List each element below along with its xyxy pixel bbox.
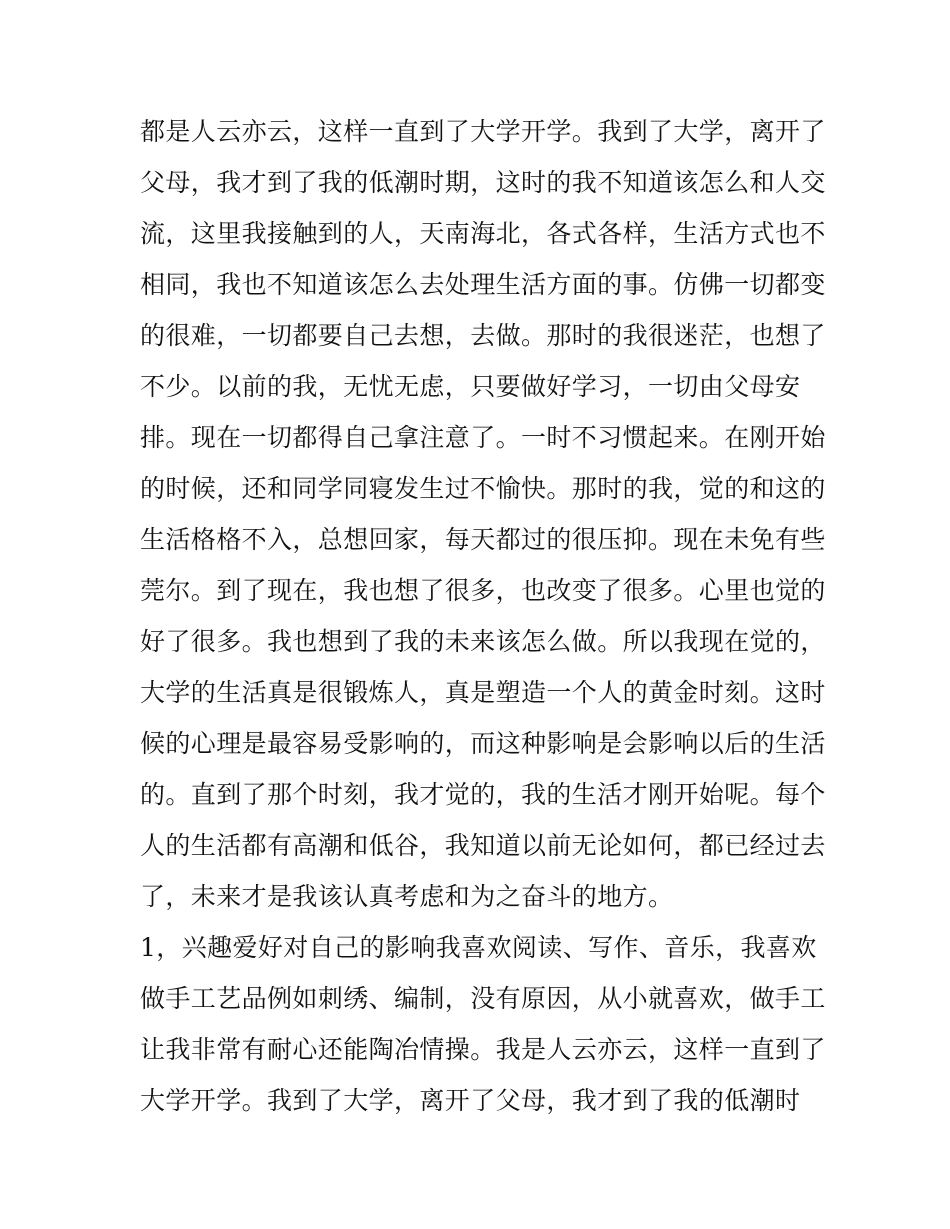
text-line: 好了很多。我也想到了我的未来该怎么做。所以我现在觉的， <box>140 627 826 656</box>
text-line: 的。直到了那个时刻，我才觉的，我的生活才刚开始呢。每个 <box>140 780 826 809</box>
text-line: 了，未来才是我该认真考虑和为之奋斗的地方。 <box>140 882 674 911</box>
text-line: 大学开学。我到了大学，离开了父母，我才到了我的低潮时 <box>140 1086 801 1115</box>
text-line: 流，这里我接触到的人，天南海北，各式各样，生活方式也不 <box>140 219 826 248</box>
text-line: 不少。以前的我，无忧无虑，只要做好学习，一切由父母安 <box>140 372 801 401</box>
text-line: 排。现在一切都得自己拿注意了。一时不习惯起来。在刚开始 <box>140 423 826 452</box>
body-text <box>140 106 830 1126</box>
text-line: 相同，我也不知道该怎么去处理生活方面的事。仿佛一切都变 <box>140 270 826 299</box>
text-line: 生活格格不入，总想回家，每天都过的很压抑。现在未免有些 <box>140 525 826 554</box>
text-line: 父母，我才到了我的低潮时期，这时的我不知道该怎么和人交 <box>140 168 826 197</box>
text-line: 大学的生活真是很锻炼人，真是塑造一个人的黄金时刻。这时 <box>140 678 826 707</box>
text-line: 1，兴趣爱好对自己的影响我喜欢阅读、写作、音乐，我喜欢 <box>140 933 817 962</box>
text-line: 做手工艺品例如刺绣、编制，没有原因，从小就喜欢，做手工 <box>140 984 826 1013</box>
text-line: 莞尔。到了现在，我也想了很多，也改变了很多。心里也觉的 <box>140 576 826 605</box>
text-line: 人的生活都有高潮和低谷，我知道以前无论如何，都已经过去 <box>140 831 826 860</box>
text-line: 候的心理是最容易受影响的，而这种影响是会影响以后的生活 <box>140 729 826 758</box>
text-line: 的很难，一切都要自己去想，去做。那时的我很迷茫，也想了 <box>140 321 826 350</box>
text-line: 都是人云亦云，这样一直到了大学开学。我到了大学，离开了 <box>140 117 826 146</box>
text-line: 的时候，还和同学同寝发生过不愉快。那时的我，觉的和这的 <box>140 474 826 503</box>
text-line: 让我非常有耐心还能陶冶情操。我是人云亦云，这样一直到了 <box>140 1035 826 1064</box>
